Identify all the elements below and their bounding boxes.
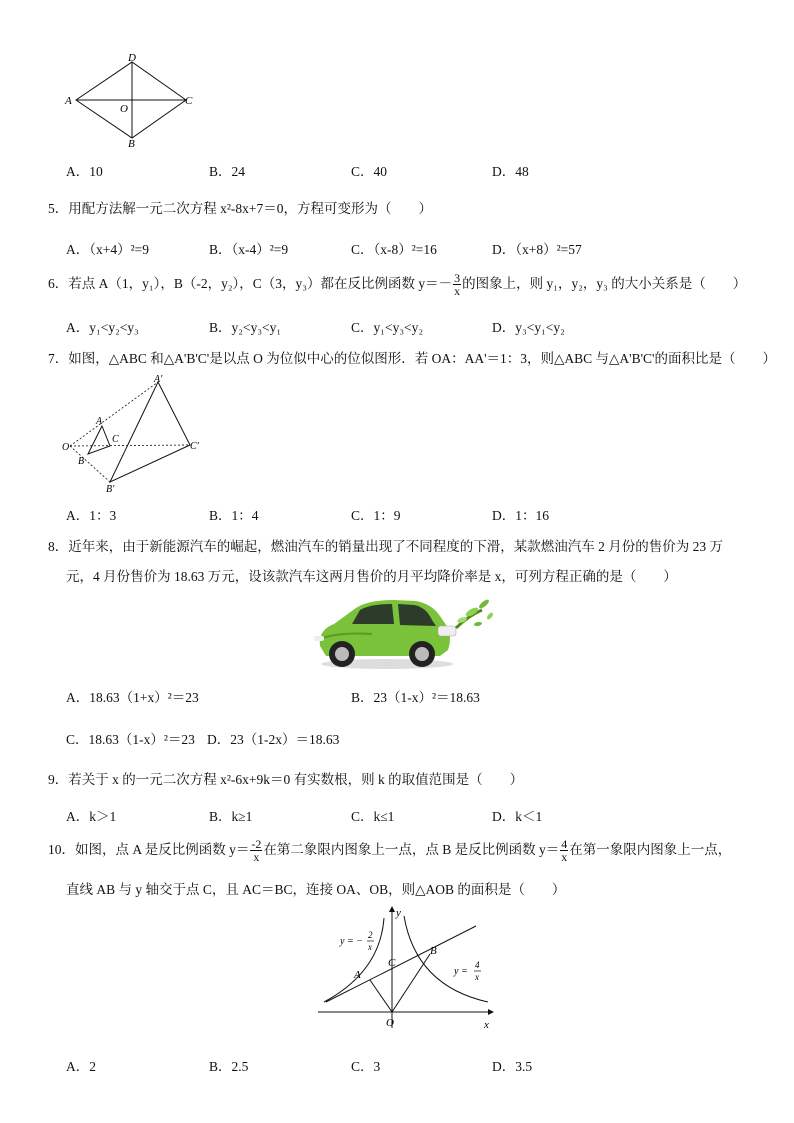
q5-option-d[interactable]: D．（x+8）²=57 — [492, 242, 582, 257]
inverse-function-graph — [312, 902, 502, 1034]
rhombus-figure — [60, 52, 210, 148]
label-o: O — [62, 442, 70, 453]
label-b: B — [78, 456, 85, 467]
label-d: D — [128, 52, 136, 64]
curve-label-1: y = − — [340, 936, 363, 947]
q4-option-c[interactable]: C．40 — [351, 164, 388, 179]
curve-label-1-den: x — [368, 942, 372, 952]
label-c: C — [388, 957, 396, 969]
q6-option-b[interactable]: B．y₂<y₃<y₁ — [209, 320, 282, 335]
q6-option-c[interactable]: C．y₁<y₃<y₂ — [351, 320, 424, 335]
q5-option-b[interactable]: B．（x-4）²=9 — [209, 242, 289, 257]
q10-option-a[interactable]: A．2 — [66, 1059, 96, 1074]
curve-label-2-den: x — [475, 972, 479, 982]
label-o: O — [120, 103, 128, 115]
q9-option-a[interactable]: A．k＞1 — [66, 809, 117, 824]
q6-fraction: $\frac{3}{x}$ — [454, 271, 461, 299]
axis-label-x: x — [484, 1019, 489, 1031]
q10-option-b[interactable]: B．2.5 — [209, 1059, 249, 1074]
q10-fraction-a: $\frac{-2}{x}$ — [251, 837, 262, 865]
q8-option-b[interactable]: B．23（1-x）²＝18.63 — [351, 690, 480, 705]
curve-label-2-num: 4 — [475, 960, 480, 970]
q6-option-d[interactable]: D．y₃<y₁<y₂ — [492, 320, 565, 335]
green-car-illustration — [312, 594, 496, 672]
homothety-figure — [60, 372, 220, 494]
q7-option-c[interactable]: C．1：9 — [351, 508, 401, 523]
q10-stem-a: 10．如图，点 A 是反比例函数 y＝ — [48, 842, 250, 857]
q6-stem — [48, 272, 746, 297]
q7-option-d[interactable]: D．1：16 — [492, 508, 549, 523]
label-a: A — [65, 95, 72, 107]
q7-option-a[interactable]: A．1：3 — [66, 508, 117, 523]
q10-stem-c: 在第一象限内图象上一点， — [569, 842, 732, 857]
q10-option-d[interactable]: D．3.5 — [492, 1059, 533, 1074]
q9-option-c[interactable]: C．k≤1 — [351, 809, 395, 824]
q4-option-d[interactable]: D．48 — [492, 164, 529, 179]
q8-option-c[interactable]: C．18.63（1-x）²＝23 — [66, 732, 195, 747]
q4-option-a[interactable]: A．10 — [66, 164, 103, 179]
curve-label-2: y = — [454, 966, 468, 977]
q4-option-b[interactable]: B．24 — [209, 164, 246, 179]
label-a: A — [96, 416, 103, 427]
label-a: A — [354, 969, 361, 981]
label-b-prime: B′ — [106, 484, 115, 494]
q9-stem: 9．若关于 x 的一元二次方程 x²-6x+9k＝0 有实数根，则 k 的取值范围是（ ） — [48, 772, 524, 787]
q7-stem: 7．如图，△ABC 和△A'B'C'是以点 O 为位似中心的位似图形．若 OA：AA'＝1：3，则△ABC 与△A'B'C'的面积比是（ ） — [48, 351, 776, 366]
q10-stem-line-2: 直线 AB 与 y 轴交于点 C，且 AC＝BC，连接 OA、OB，则△AOB 的面积是（ ） — [66, 882, 566, 897]
q8-stem-line-1: 8．近年来，由于新能源汽车的崛起，燃油汽车的销量出现了不同程度的下滑，某款燃油汽车 2 月份的售价为 23 万 — [48, 539, 723, 554]
axis-label-y: y — [396, 907, 401, 919]
label-c-prime: C′ — [190, 441, 199, 452]
q10-fraction-b: $\frac{4}{x}$ — [561, 837, 568, 865]
q9-option-b[interactable]: B．k≥1 — [209, 809, 253, 824]
q7-option-b[interactable]: B．1：4 — [209, 508, 259, 523]
q8-option-d[interactable]: D．23（1-2x）＝18.63 — [207, 732, 340, 747]
q10-stem-line-1 — [48, 838, 731, 863]
q6-option-a[interactable]: A．y₁<y₂<y₃ — [66, 320, 139, 335]
label-a-prime: A′ — [154, 374, 163, 385]
label-b: B — [430, 945, 437, 957]
label-c: C — [112, 434, 119, 445]
q5-stem: 5．用配方法解一元二次方程 x²-8x+7＝0，方程可变形为（ ） — [48, 201, 433, 216]
q8-stem-line-2: 元，4 月份售价为 18.63 万元，设该款汽车这两月售价的月平均降价率是 x，可列方程正确的是（ ） — [66, 569, 677, 584]
q5-option-c[interactable]: C．（x-8）²=16 — [351, 242, 437, 257]
q10-stem-b: 在第二象限内图象上一点，点 B 是反比例函数 y＝ — [263, 842, 560, 857]
q9-option-d[interactable]: D．k＜1 — [492, 809, 543, 824]
label-b: B — [128, 138, 135, 148]
q6-stem-post: 的图象上，则 y₁，y₂，y₃ 的大小关系是（ ） — [462, 276, 747, 291]
curve-label-1-num: 2 — [368, 930, 373, 940]
q5-option-a[interactable]: A．（x+4）²=9 — [66, 242, 150, 257]
label-c: C — [185, 95, 193, 107]
q6-stem-pre: 6．若点 A（1，y₁），B（-2，y₂），C（3，y₃）都在反比例函数 y＝－ — [48, 276, 453, 291]
q8-option-a[interactable]: A．18.63（1+x）²＝23 — [66, 690, 199, 705]
q10-option-c[interactable]: C．3 — [351, 1059, 381, 1074]
label-o: O — [386, 1017, 394, 1029]
